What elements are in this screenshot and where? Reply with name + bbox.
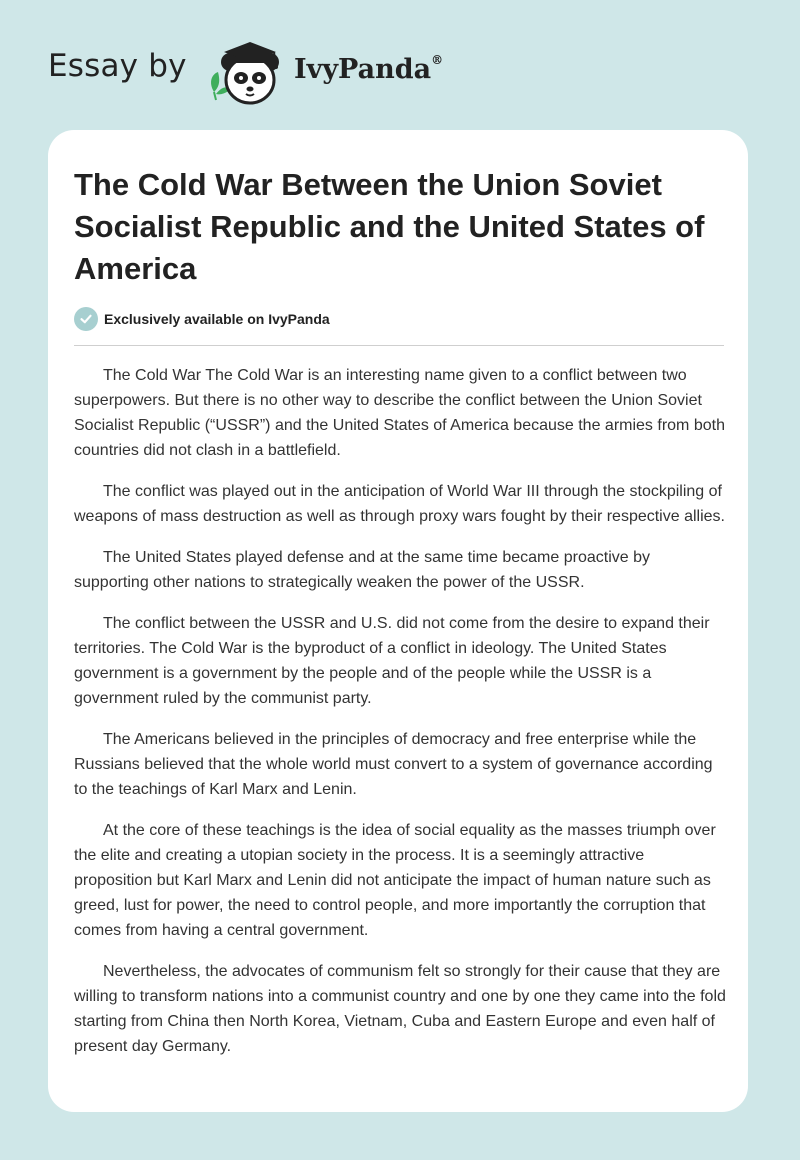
essay-body bbox=[74, 363, 726, 1075]
essay-paragraph: The United States played defense and at the same time became proactive by supporting other nations to strategically weaken the power of the USSR. bbox=[74, 549, 650, 591]
essay-paragraph: The Americans believed in the principles of democracy and free enterprise while the Russians believed that the whole world must convert to a system of governance according to the teachings of Karl Marx and Lenin. bbox=[74, 731, 713, 798]
brand-name[interactable]: IvyPanda® bbox=[294, 53, 444, 85]
exclusive-badge-text: Exclusively available on IvyPanda bbox=[104, 311, 330, 327]
registered-mark: ® bbox=[431, 53, 444, 67]
essay-card bbox=[48, 130, 748, 1112]
essay-paragraph: Nevertheless, the advocates of communism felt so strongly for their cause that they are willing to transform nations into a communist country and one by one they came into the fold starting from China then North Korea, Vietnam, Cuba and Eastern Europe and even half of present day Germany. bbox=[74, 963, 726, 1055]
essay-paragraph: The conflict between the USSR and U.S. did not come from the desire to expand their territories. The Cold War is the byproduct of a conflict in ideology. The United States government is a government by the people and of the people while the USSR is a government ruled by the communist party. bbox=[74, 615, 710, 707]
essay-by-label: Essay by bbox=[48, 48, 187, 84]
divider bbox=[74, 345, 724, 346]
page-title: The Cold War Between the Union Soviet Socialist Republic and the United States of America bbox=[74, 167, 705, 286]
essay-paragraph: The conflict was played out in the anticipation of World War III through the stockpiling of weapons of mass destruction as well as through proxy wars fought by their respective allies. bbox=[74, 483, 725, 525]
site-header bbox=[48, 34, 748, 114]
essay-paragraph: The Cold War The Cold War is an interesting name given to a conflict between two superpowers. But there is no other way to describe the conflict between the Union Soviet Socialist Republic (“USSR”) and the United States of America because the armies from both countries did not clash in a battlefield. bbox=[74, 367, 725, 459]
exclusive-badge bbox=[74, 306, 330, 332]
check-icon bbox=[74, 307, 98, 331]
essay-paragraph: At the core of these teachings is the idea of social equality as the masses triumph over the elite and creating a utopian society in the process. It is a seemingly attractive proposition but Karl Marx and Lenin did not anticipate the impact of human nature such as greed, lust for power, the need to control people, and more importantly the corruption that comes from having a central government. bbox=[74, 822, 716, 939]
panda-graduate-logo-icon[interactable] bbox=[204, 34, 290, 110]
